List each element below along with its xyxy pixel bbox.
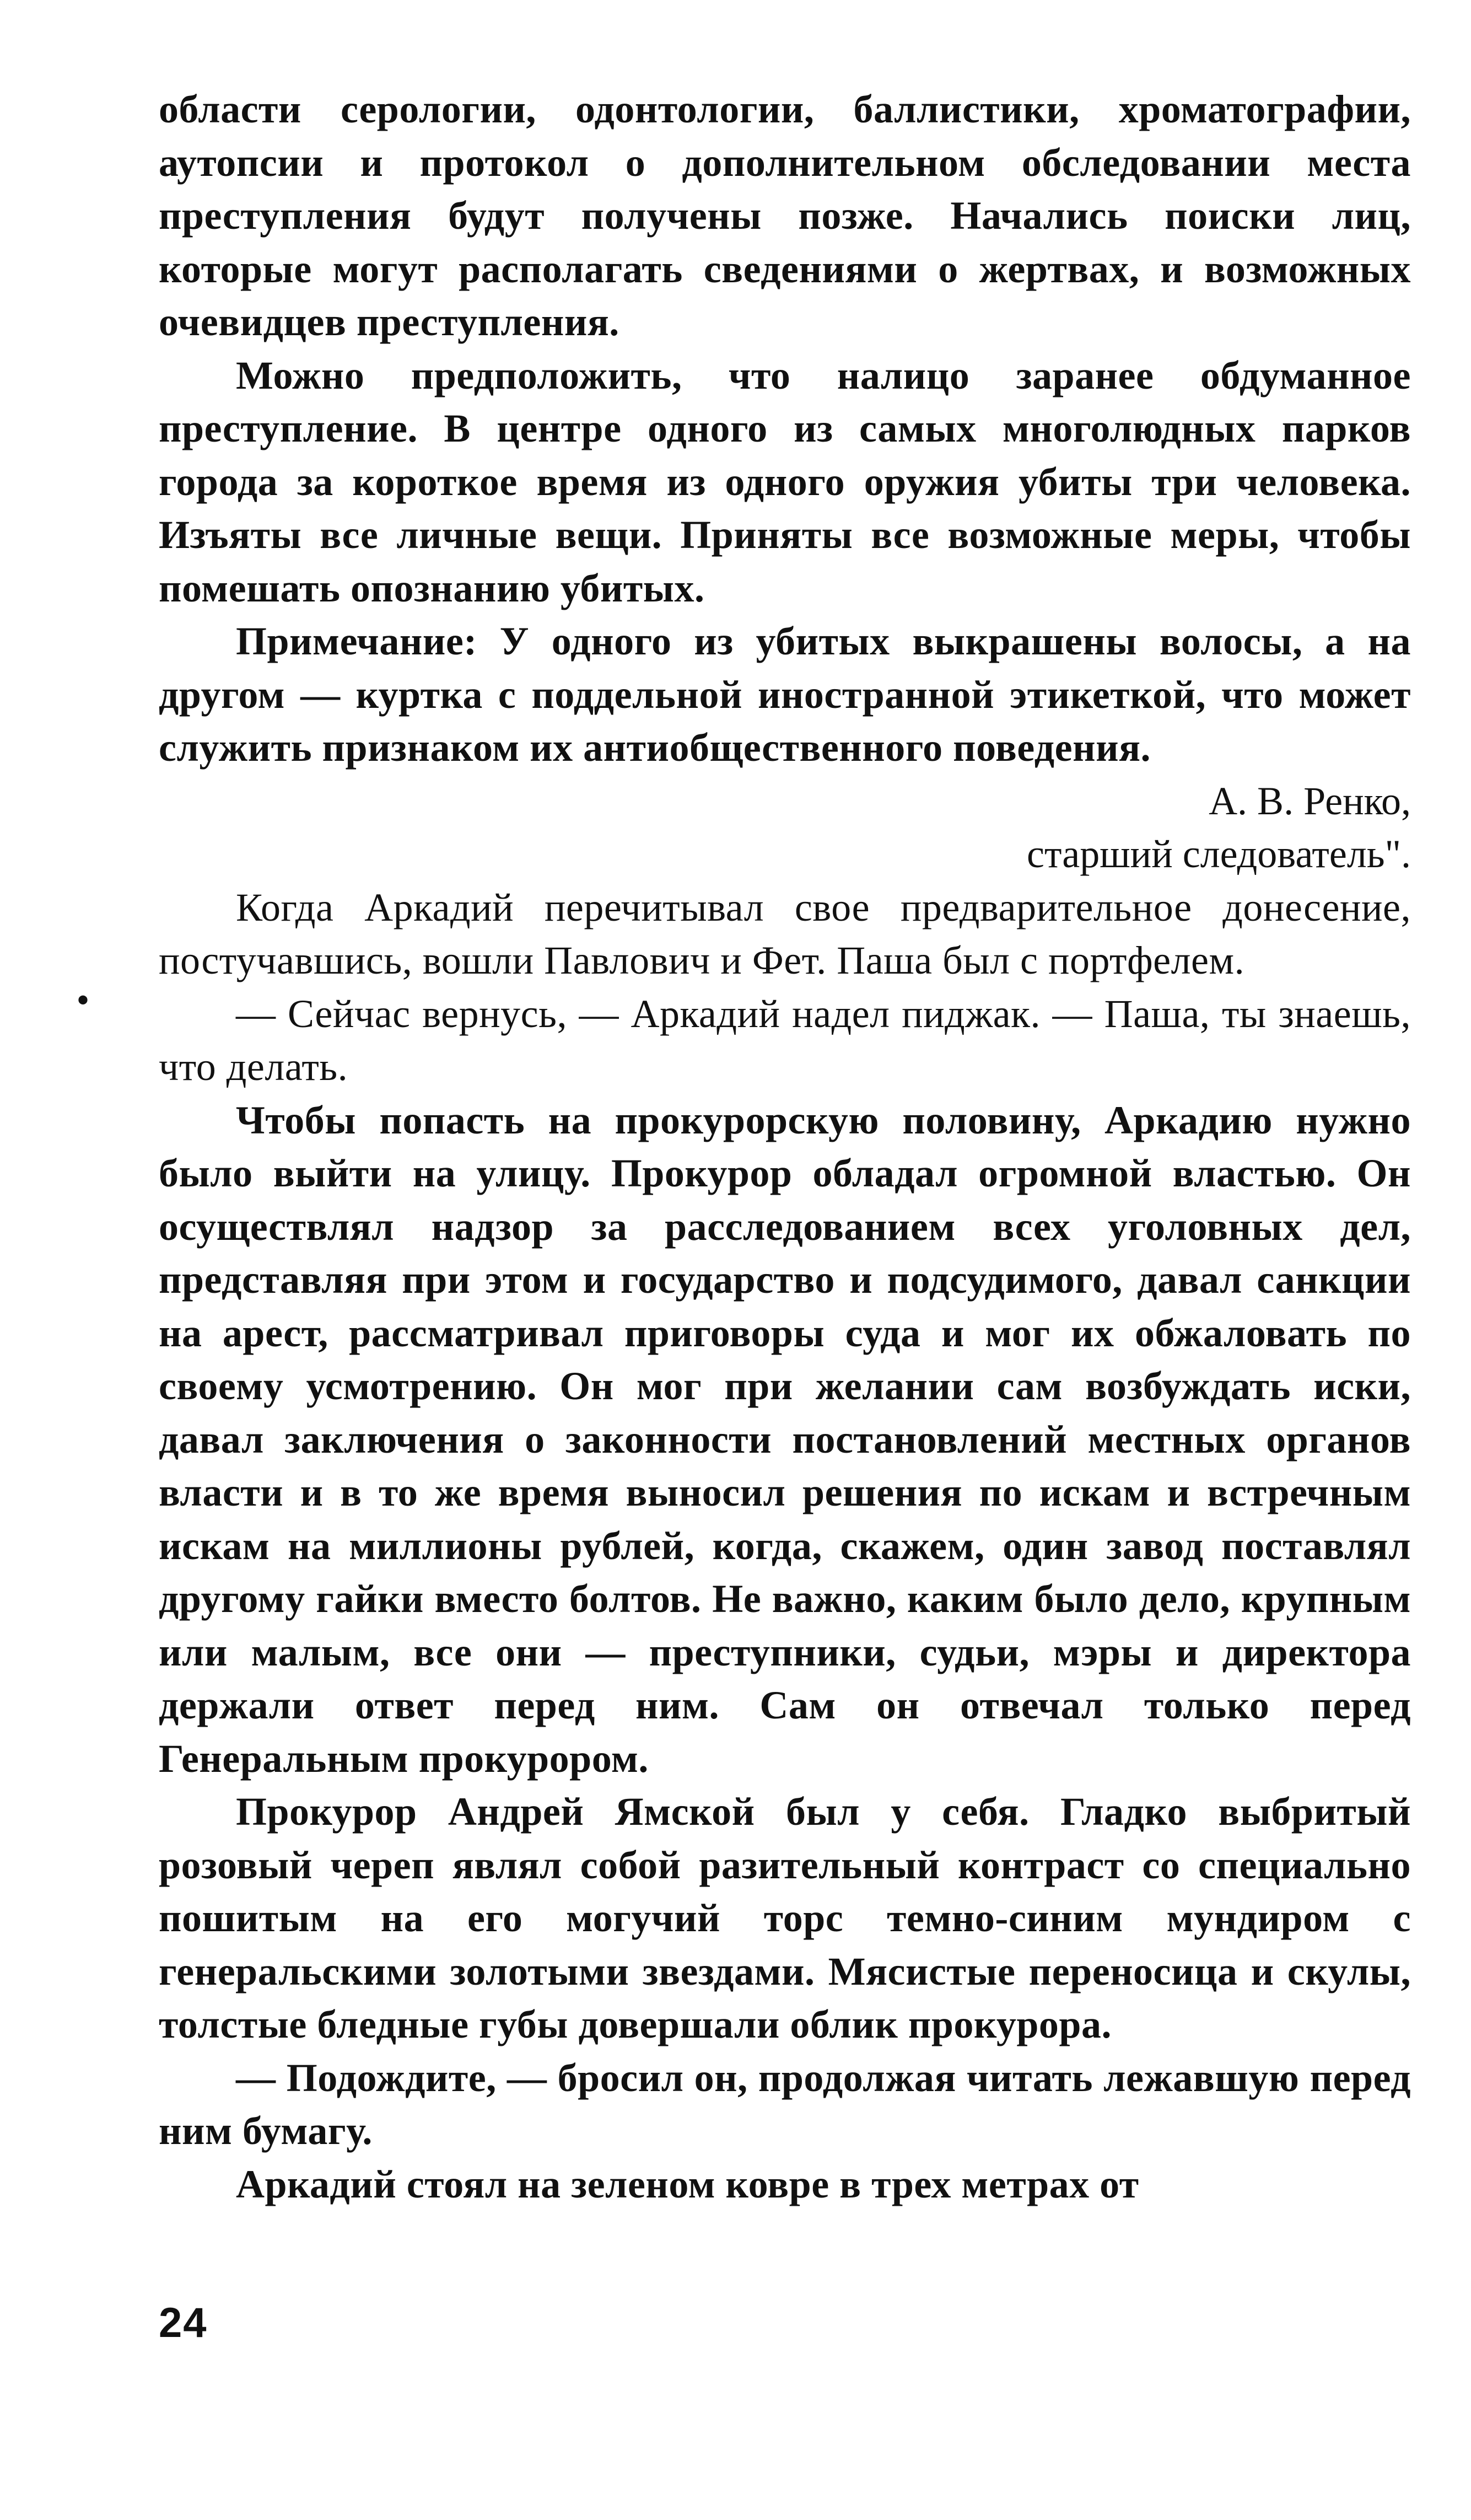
paragraph-prosecutor-power: Чтобы попасть на прокурорскую половину, Аркадию нужно было выйти на улицу. Прокурор обладал огромной властью. Он осуществлял надзор за расследованием всех уголовных дел, представляя при этом и государство и подсудимого, давал санкции на арест, рассматривал приговоры суда и мог их обжаловать по своему усмотрению. Он мог при желании сам возбуждать иски, давал заключения о законности постановлений местных органов власти и в то же время выносил решения по искам и встречным искам на миллионы рублей, когда, скажем, один завод поставлял другому гайки вместо болтов. Не важно, каким было дело, крупным или малым, все они — преступники, судьи, мэры и директора держали ответ перед ним. Сам он отвечал только перед Генеральным прокурором. xyxy=(159,1098,1411,1781)
signature-name: А. В. Ренко, xyxy=(1209,778,1411,823)
paragraph-report-assumption: Можно предположить, что налицо заранее обдуманное преступление. В центре одного из самых многолюдных парков города за короткое время из одного оружия убиты три человека. Изъяты все личные вещи. Приняты все возможные меры, чтобы помешать опознанию убитых. xyxy=(159,353,1411,610)
paragraph-dialogue-wait: — Подождите, — бросил он, продолжая читать лежавшую перед ним бумагу. xyxy=(159,2055,1411,2153)
margin-ink-mark: • xyxy=(77,982,89,1018)
paragraph-report-continuation: области серологии, одонтологии, баллистики, хроматографии, аутопсии и протокол о дополнительном обследовании места преступления будут получены позже. Начались поиски лиц, которые могут располагать сведениями о жертвах, и возможных очевидцев преступления. xyxy=(159,87,1411,344)
paragraph-arkady-stood: Аркадий стоял на зеленом ковре в трех метрах от xyxy=(236,2162,1139,2206)
paragraph-prosecutor-yamskoy: Прокурор Андрей Ямской был у себя. Гладко выбритый розовый череп являл собой разительный контраст со специально пошитым на его могучий торс темно-синим мундиром с генеральскими золотыми звездами. Мясистые переносица и скулы, толстые бледные губы довершали облик прокурора. xyxy=(159,1790,1411,2046)
page-number: 24 xyxy=(159,2299,208,2346)
book-page-text xyxy=(159,83,1411,2211)
paragraph-dialogue-back-soon: — Сейчас вернусь, — Аркадий надел пиджак. — Паша, ты знаешь, что делать. xyxy=(159,991,1411,1089)
paragraph-arkady-rereads: Когда Аркадий перечитывал свое предварительное донесение, постучавшись, вошли Павлович и Фет. Паша был с портфелем. xyxy=(159,885,1411,982)
signature-title: старший следователь". xyxy=(1026,832,1411,876)
paragraph-report-note: Примечание: У одного из убитых выкрашены волосы, а на другом — куртка с поддельной иностранной этикеткой, что может служить признаком их антиобщественного поведения. xyxy=(159,619,1411,770)
